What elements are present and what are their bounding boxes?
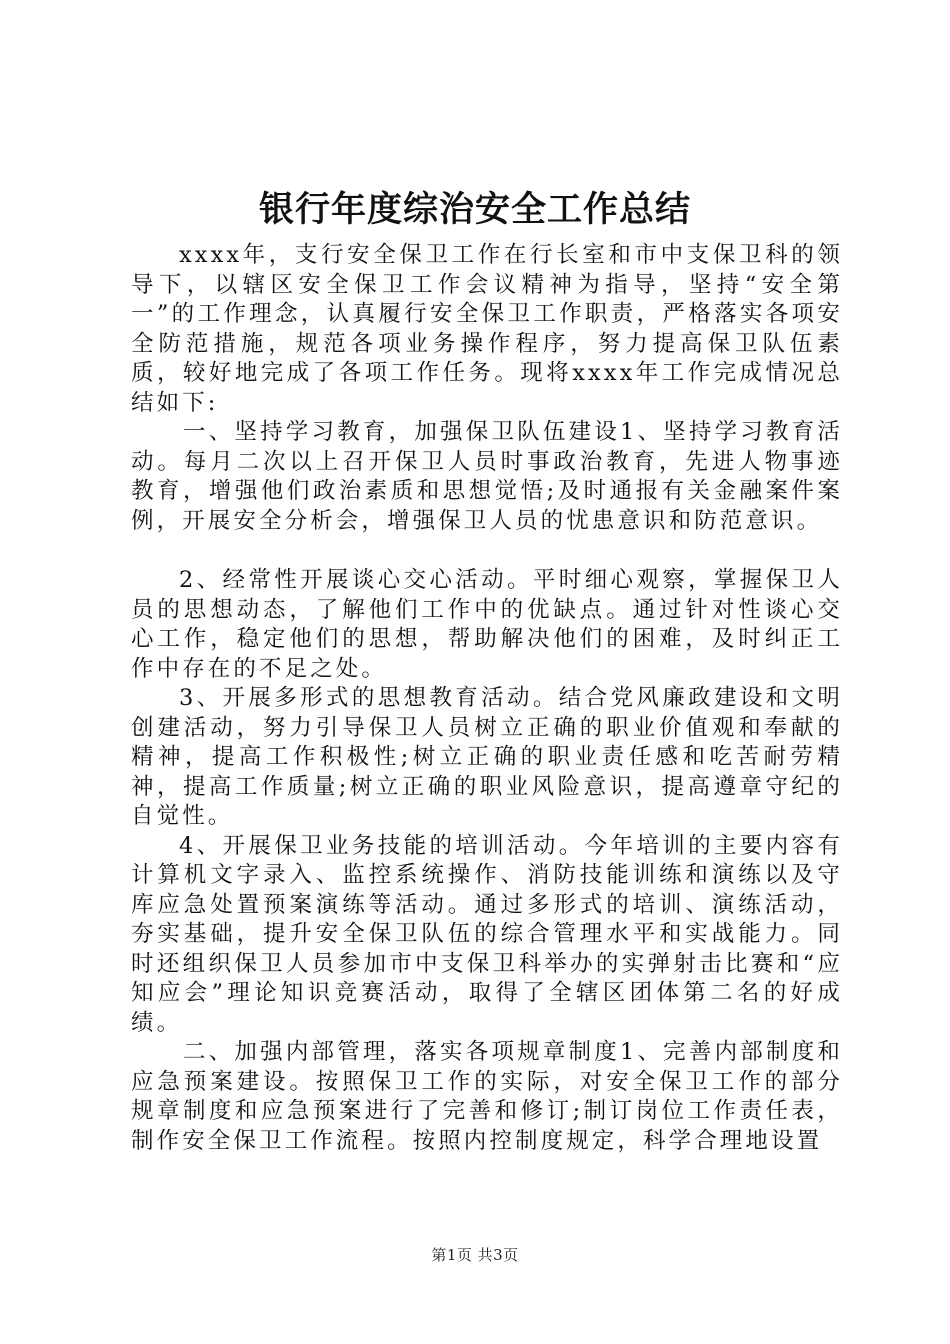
document-title: 银行年度综治安全工作总结 bbox=[258, 189, 691, 230]
page-number-footer: 第1页 共3页 bbox=[431, 1246, 519, 1264]
paragraph-intro: xxxx年，支行安全保卫工作在行长室和市中支保卫科的领导下，以辖区安全保卫工作会议精神为指导，坚持“安全第一”的工作理念，认真履行安全保卫工作职责，严格落实各项安全防范措施，规范各项业务操作程序，努力提高保卫队伍素质，较好地完成了各项工作任务。现将xxxx年工作完成情况总结如下: bbox=[131, 242, 843, 416]
paragraph-spacer bbox=[131, 536, 843, 566]
paragraph-item-2: 2、经常性开展谈心交心活动。平时细心观察，掌握保卫人员的思想动态，了解他们工作中的优缺点。通过针对性谈心交心工作，稳定他们的思想，帮助解决他们的困难，及时纠正工作中存在的不足之处。 bbox=[131, 567, 843, 682]
paragraph-item-3: 3、开展多形式的思想教育活动。结合党风廉政建设和文明创建活动，努力引导保卫人员树立正确的职业价值观和奉献的精神，提高工作积极性;树立正确的职业责任感和吃苦耐劳精神，提高工作质量;树立正确的职业风险意识，提高遵章守纪的自觉性。 bbox=[131, 685, 843, 829]
paragraph-section-1: 一、坚持学习教育，加强保卫队伍建设1、坚持学习教育活动。每月二次以上召开保卫人员时事政治教育，先进人物事迹教育，增强他们政治素质和思想觉悟;及时通报有关金融案件案例，开展安全分析会，增强保卫人员的忧患意识和防范意识。 bbox=[131, 419, 843, 534]
paragraph-item-4: 4、开展保卫业务技能的培训活动。今年培训的主要内容有计算机文字录入、监控系统操作、消防技能训练和演练以及守库应急处置预案演练等活动。通过多形式的培训、演练活动，夯实基础，提升安全保卫队伍的综合管理水平和实战能力。同时还组织保卫人员参加市中支保卫科举办的实弹射击比赛和“应知应会”理论知识竞赛活动，取得了全辖区团体第二名的好成绩。 bbox=[131, 832, 843, 1036]
paragraph-section-2: 二、加强内部管理，落实各项规章制度1、完善内部制度和应急预案建设。按照保卫工作的实际，对安全保卫工作的部分规章制度和应急预案进行了完善和修订;制订岗位工作责任表，制作安全保卫工作流程。按照内控制度规定，科学合理地设置 bbox=[131, 1039, 843, 1154]
document-body bbox=[131, 241, 843, 1156]
